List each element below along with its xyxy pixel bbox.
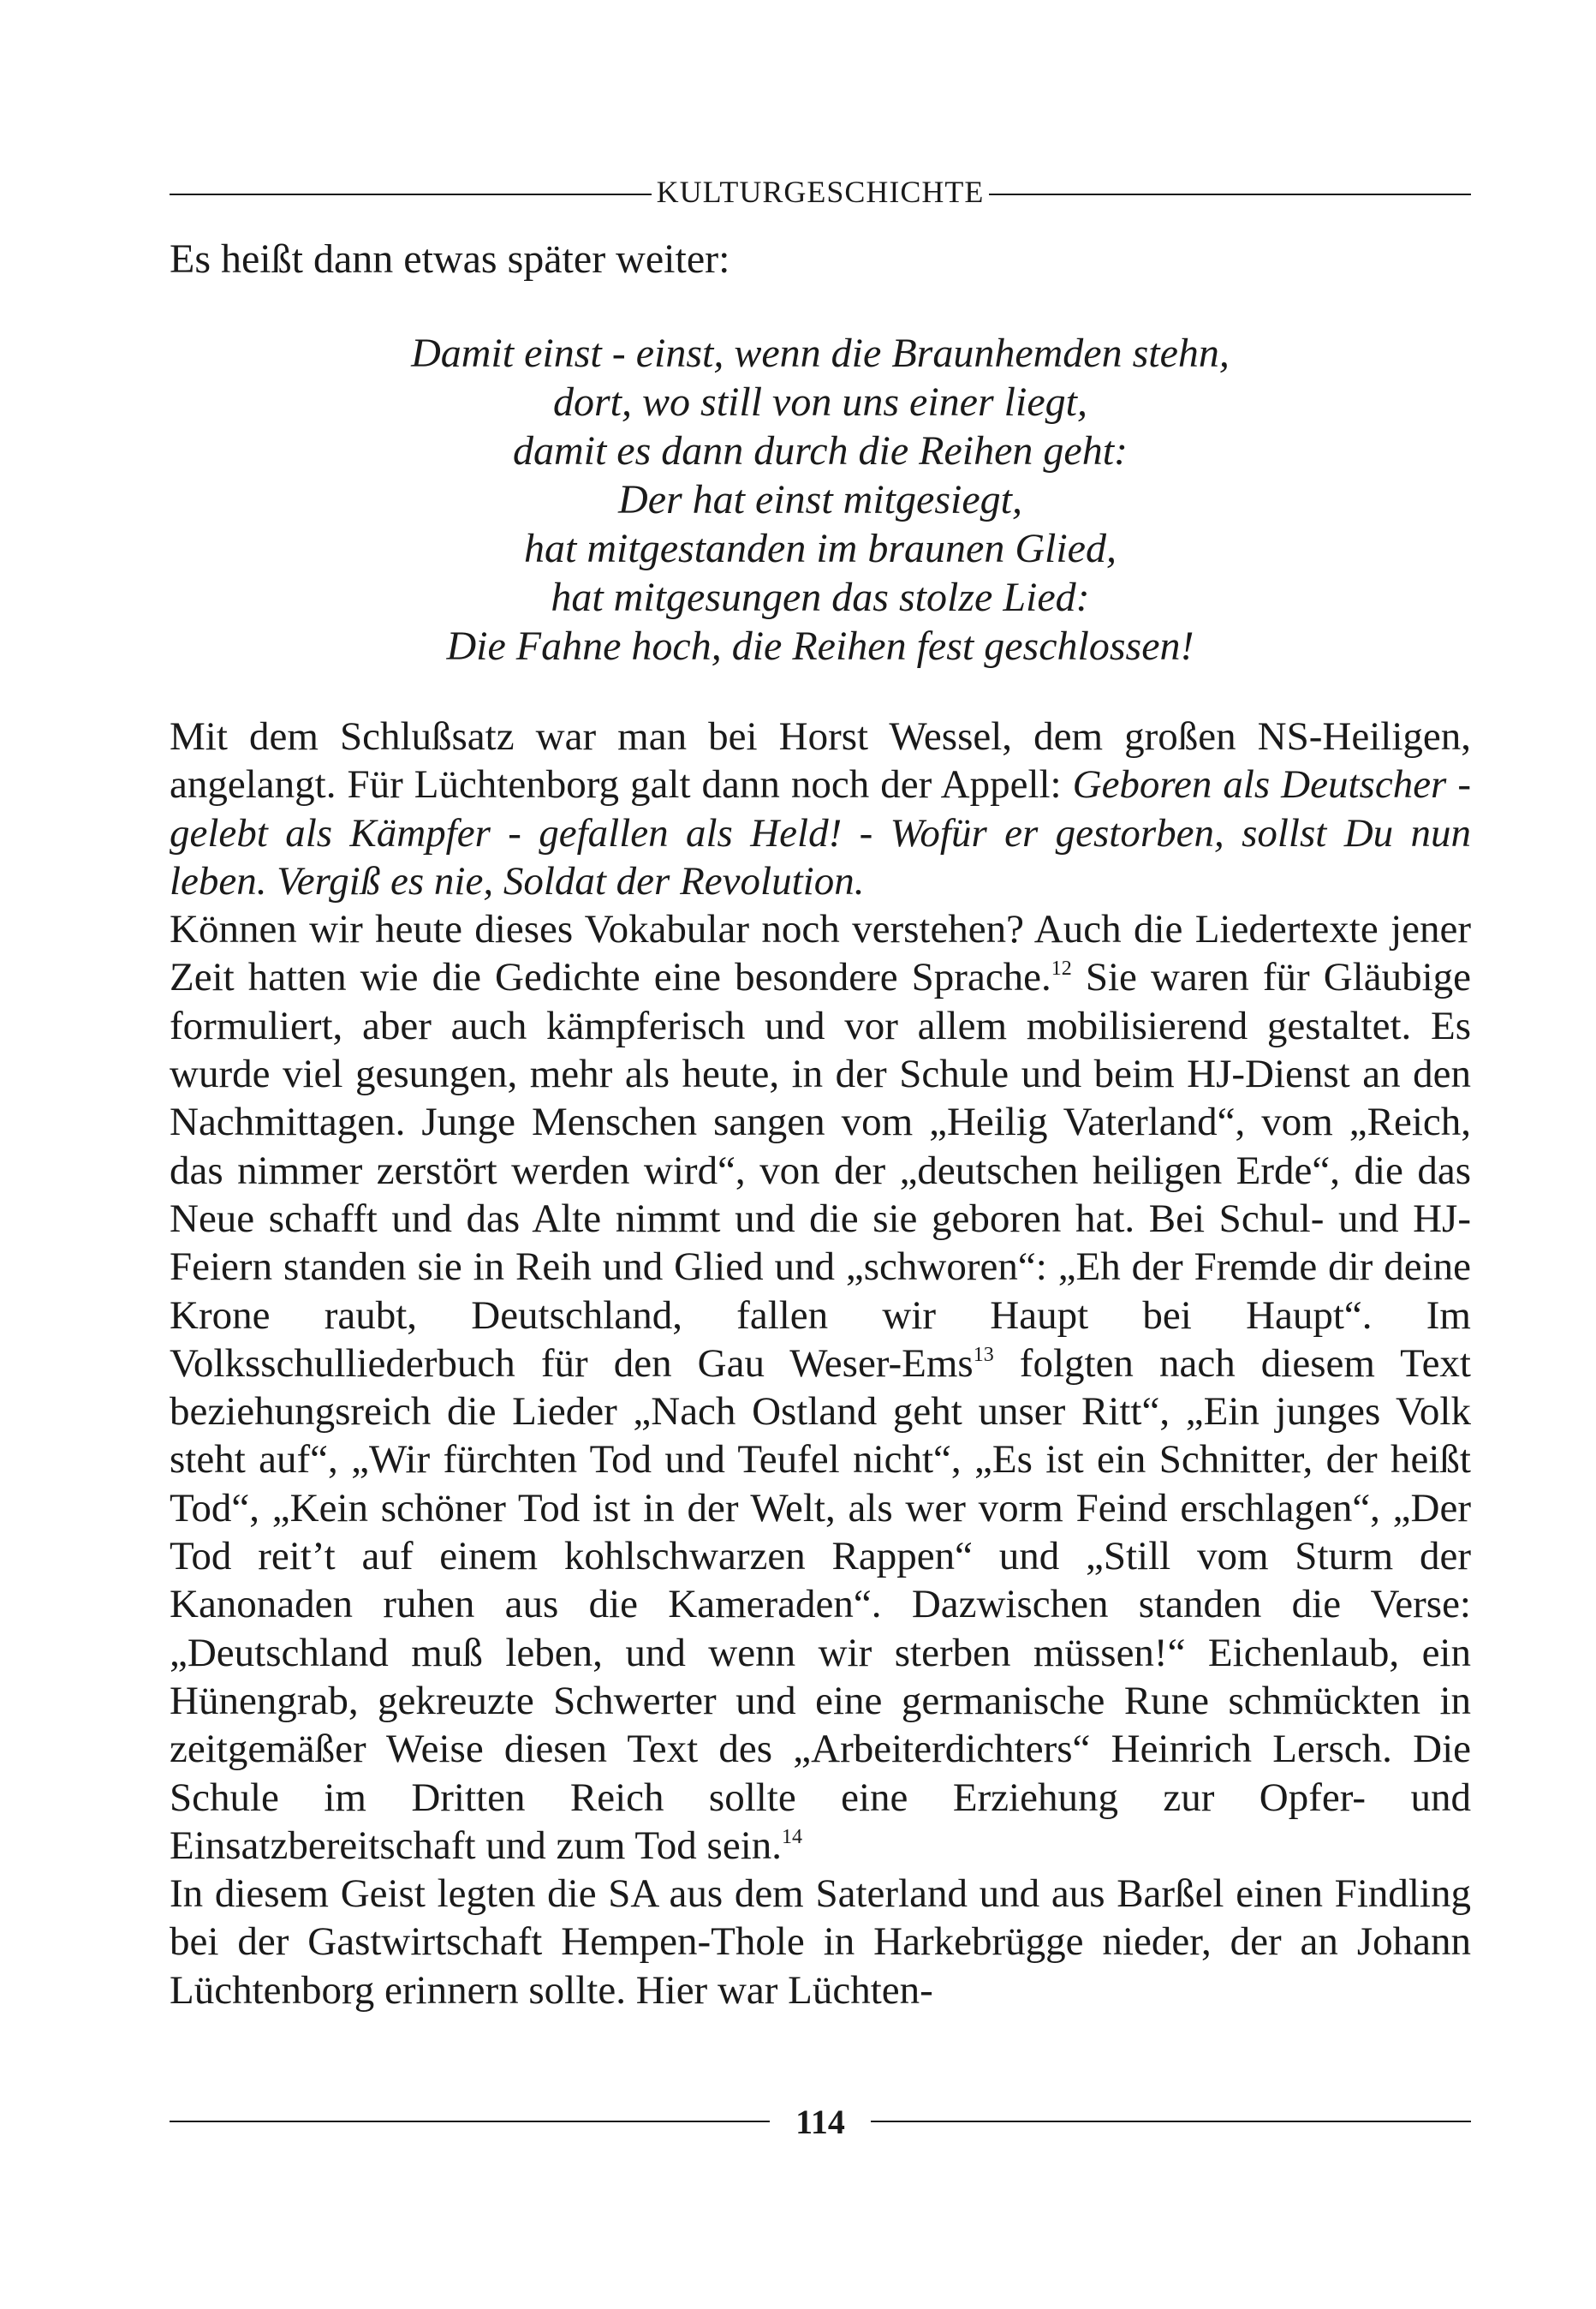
poem-line: damit es dann durch die Reihen geht: (512, 428, 1129, 474)
header-rule-left (170, 194, 652, 195)
paragraph-text: Sie waren für Gläubige formuliert, aber auch kämpferisch und vor allem mobilisierend gestaltet. Es wurde viel gesungen, mehr als heute, in der Schule und beim HJ-Dienst an den Nachmittagen. Junge Menschen sangen vom „Heilig Vaterland“, vom „Reich, das nimmer zerstört werden wird“, von der „deutschen heiligen Erde“, die das Neue schafft und das Alte nimmt und die sie geboren hat. Bei Schul- und HJ-Feiern standen sie in Reih und Glied und „schworen“: „Eh der Fremde dir deine Krone raubt, Deutschland, fallen wir Haupt bei Haupt“. Im Volksschulliederbuch für den Gau Weser-Ems (170, 955, 1471, 1386)
poem-line: Damit einst - einst, wenn die Braunhemden stehn, (411, 331, 1230, 376)
footnote-ref: 13 (973, 1343, 994, 1366)
poem-line: hat mitgesungen das stolze Lied: (551, 575, 1090, 620)
poem-line: Der hat einst mitgesiegt, (618, 477, 1022, 522)
footer-rule-left (170, 2121, 770, 2122)
footnote-ref: 12 (1051, 958, 1072, 981)
lead-sentence: Es heißt dann etwas später weiter: (170, 236, 730, 282)
poem-quote (170, 329, 1471, 671)
footer-rule-right (871, 2121, 1471, 2122)
paragraph-text: In diesem Geist legten die SA aus dem Saterland und aus Barßel einen Findling bei der Gastwirtschaft Hempen-Thole in Harkebrügge nieder, der an Johann Lüchtenborg erinnern sollte. Hier war Lüchten- (170, 1871, 1471, 2013)
running-header-title: KULTURGESCHICHTE (656, 175, 985, 209)
paragraph (170, 713, 1471, 905)
page-number: 114 (795, 2102, 845, 2141)
quoted-appeal: Geboren als Deutscher - gelebt als Kämpfer - gefallen als Held! - Wofür er gestorben, sollst Du nun leben. Vergiß es nie, Soldat der Revolution. (170, 762, 1471, 904)
paragraph-text: Können wir heute dieses Vokabular noch verstehen? Auch die Liedertexte jener Zeit hatten wie die Gedichte eine besondere Sprache. (170, 907, 1471, 1000)
body-text (170, 713, 1471, 2014)
paragraph-text: folgten nach diesem Text beziehungsreich die Lieder „Nach Ostland geht unser Ritt“, „Ein junges Volk steht auf“, „Wir fürchten Tod und Teufel nicht“, „Es ist ein Schnitter, der heißt Tod“, „Kein schöner Tod ist in der Welt, als wer vorm Feind erschlagen“, „Der Tod reit’t auf einem kohlschwarzen Rappen“ und „Still vom Sturm der Kanonaden ruhen aus die Kameraden“. Dazwischen standen die Verse: „Deutschland muß leben, und wenn wir sterben müssen!“ Eichenlaub, ein Hünengrab, gekreuzte Schwerter und eine germanische Rune schmückten in zeitgemäßer Weise diesen Text des „Arbeiterdichters“ Heinrich Lersch. Die Schule im Dritten Reich sollte eine Erziehung zur Opfer- und Einsatzbereitschaft und zum Tod sein. (170, 1340, 1471, 1868)
paragraph (170, 905, 1471, 1870)
header-rule-right (989, 194, 1471, 195)
running-footer (170, 2100, 1471, 2143)
footnote-ref: 14 (782, 1825, 803, 1848)
poem-line: hat mitgestanden im braunen Glied, (524, 526, 1117, 571)
poem-line: dort, wo still von uns einer liegt, (553, 379, 1087, 425)
paragraph-text: Mit dem Schlußsatz war man bei Horst Wessel, dem großen NS-Heiligen, angelangt. Für Lüchtenborg galt dann noch der Appell: (170, 714, 1471, 808)
poem-line: Die Fahne hoch, die Reihen fest geschlossen! (446, 623, 1194, 669)
running-header (170, 168, 1471, 216)
paragraph (170, 1870, 1471, 2014)
